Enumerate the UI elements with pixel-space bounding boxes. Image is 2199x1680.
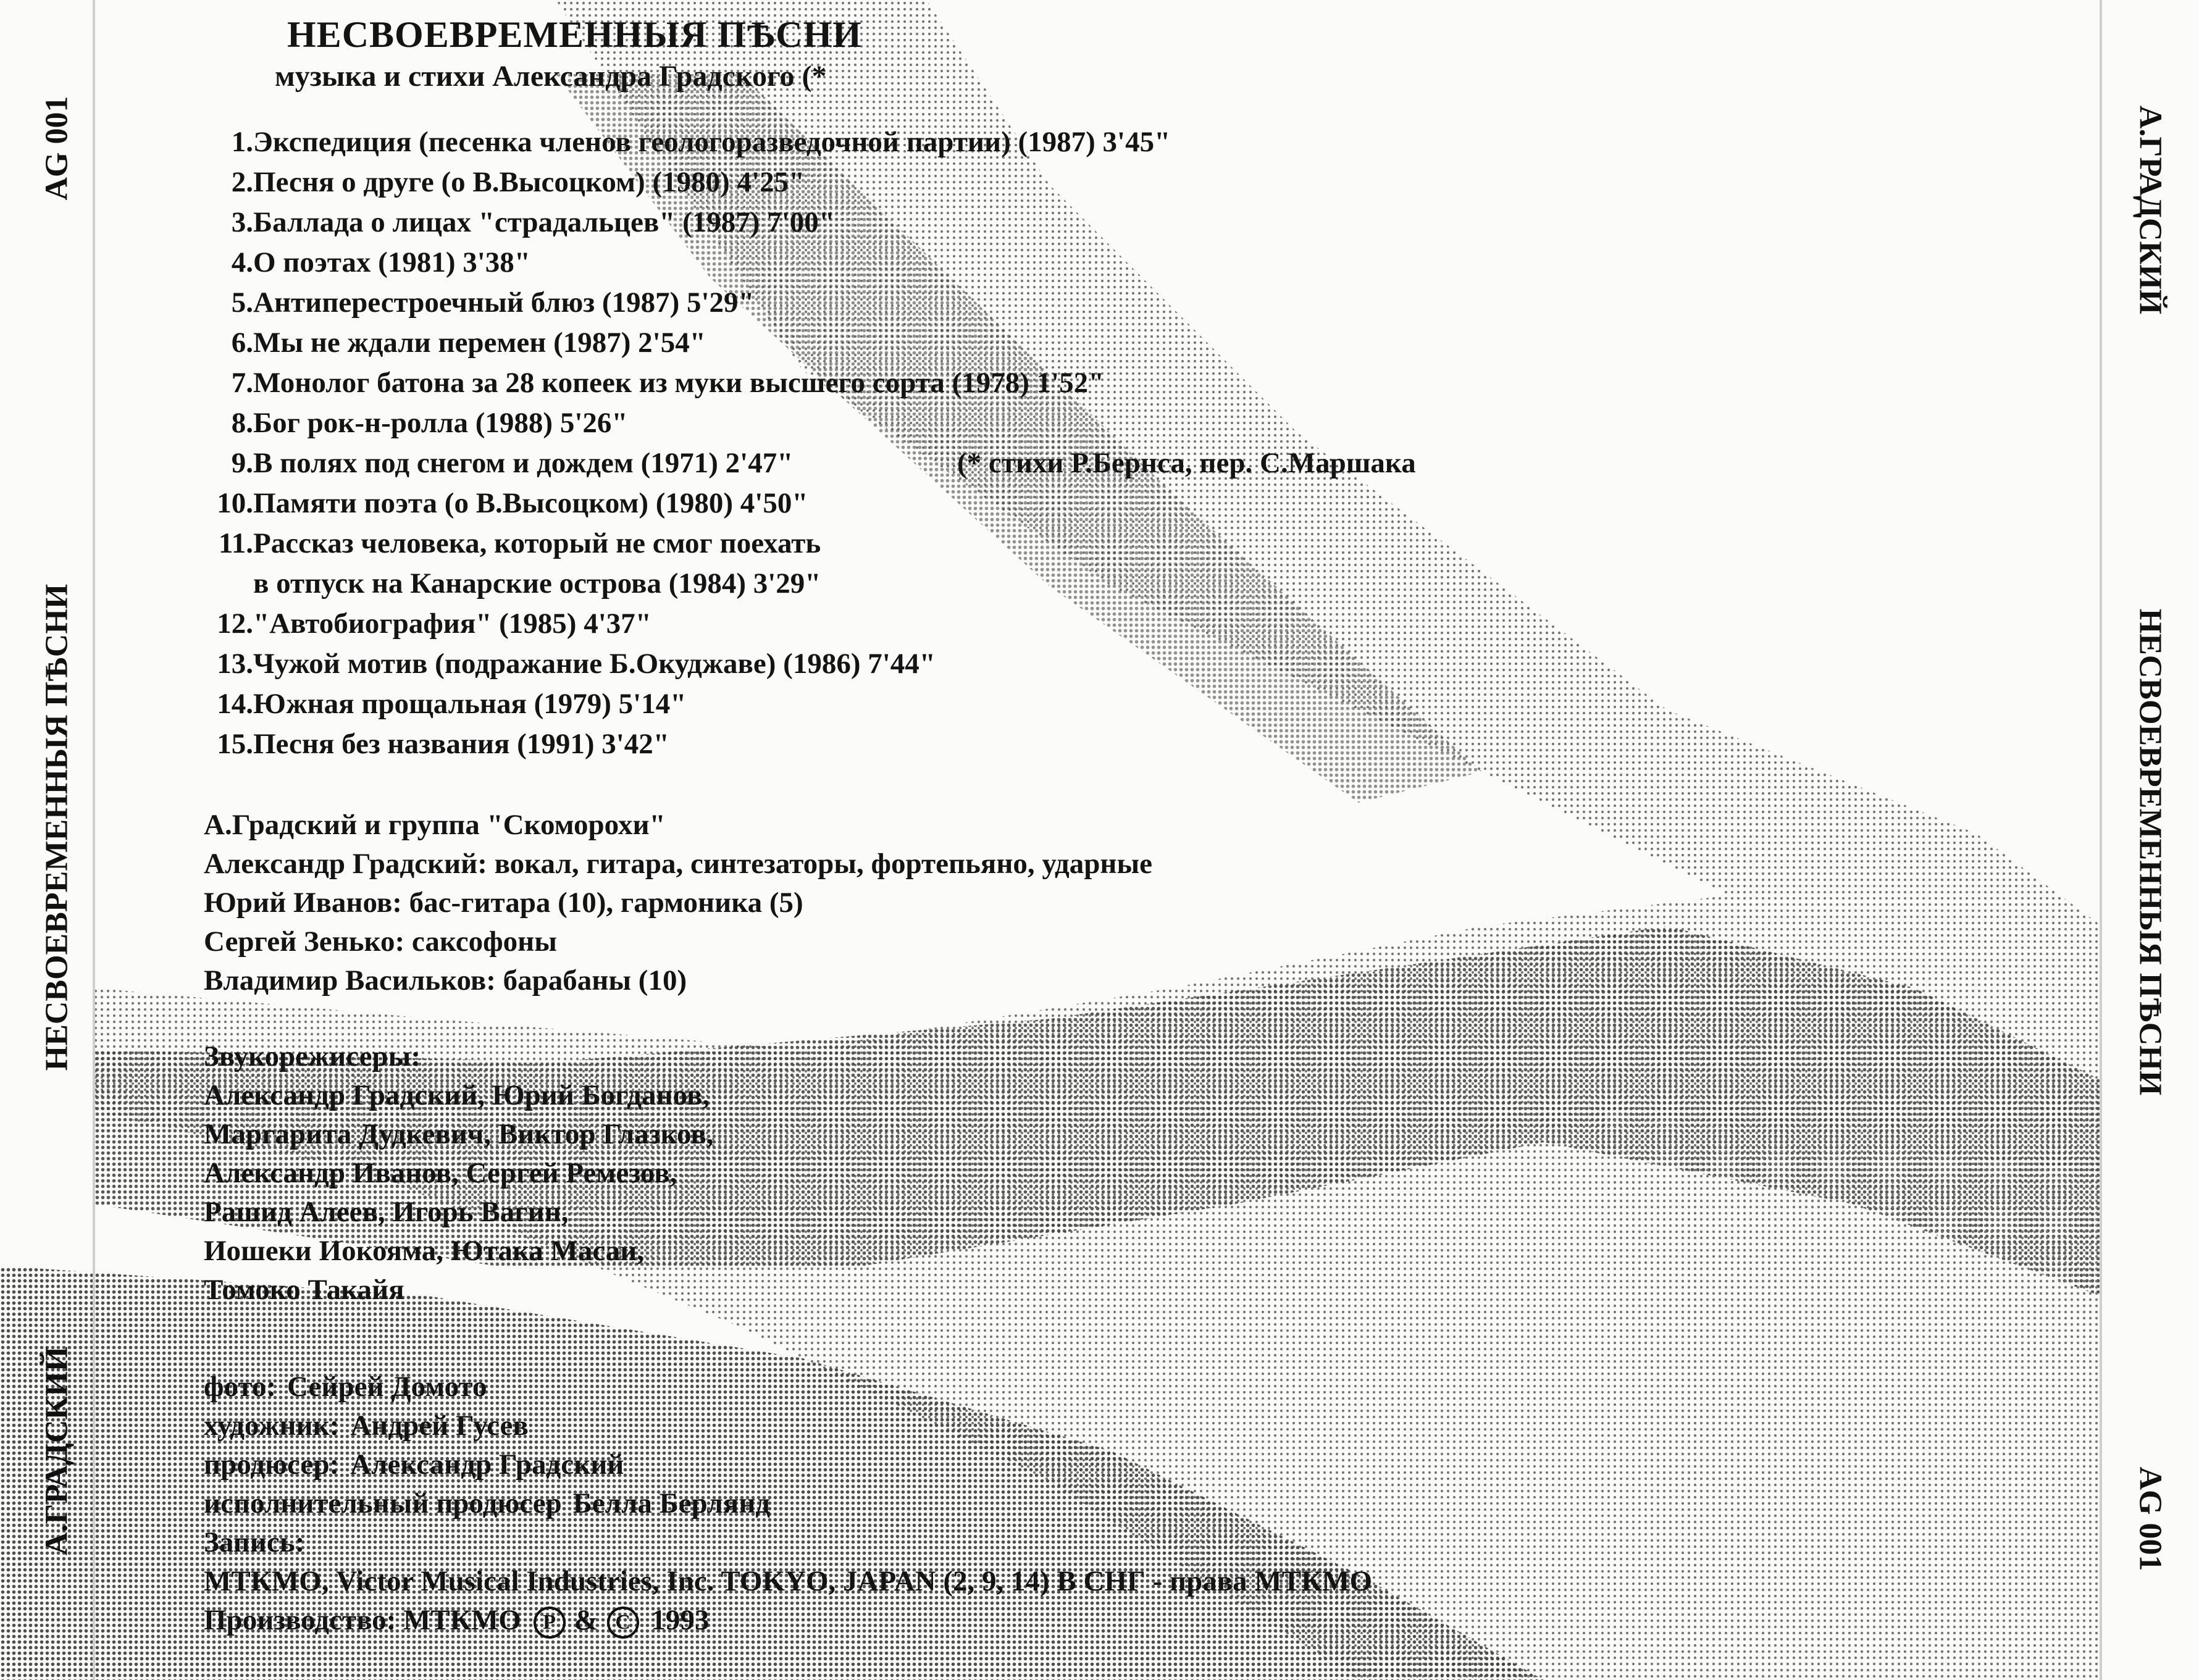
credit-photo bbox=[204, 1368, 1871, 1406]
track-title: "Автобиография" (1985) 4'37" bbox=[253, 608, 651, 640]
track-row bbox=[198, 203, 1927, 243]
track-number: 4. bbox=[231, 246, 253, 278]
spine-right-title: НЕСВОЕВРЕМЕННЫЯ ПѢСНИ bbox=[2132, 608, 2168, 1096]
band-member: Юрий Иванов: бас-гитара (10), гармоника (5) bbox=[204, 887, 803, 919]
phonogram-mark-icon: P bbox=[534, 1607, 566, 1639]
engineer-line: Томоко Такайя bbox=[204, 1274, 404, 1306]
production-line bbox=[204, 1601, 1871, 1640]
track-row bbox=[198, 644, 1927, 684]
track-number: 12. bbox=[217, 608, 253, 640]
recording-text: МТКМО, Victor Musical Industries, Inc. TOKYO, JAPAN (2, 9, 14) В СНГ - права МТКМО bbox=[204, 1565, 1373, 1597]
track-row bbox=[198, 162, 1927, 203]
track-row bbox=[198, 122, 1927, 162]
track-title: Песня без названия (1991) 3'42" bbox=[253, 728, 669, 760]
ampersand: & bbox=[574, 1604, 598, 1636]
track-number: 14. bbox=[217, 688, 253, 720]
credit-value: Сейрей Домото bbox=[287, 1371, 487, 1403]
album-subtitle: музыка и стихи Александра Градского (* bbox=[275, 60, 827, 93]
credit-executive-producer bbox=[204, 1484, 1871, 1523]
engineer-line: Иошеки Иокояма, Ютака Масаи, bbox=[204, 1235, 645, 1267]
recording-label: Запись: bbox=[204, 1526, 305, 1558]
track-number: 3. bbox=[231, 206, 253, 238]
track-number: 13. bbox=[217, 648, 253, 680]
track-row bbox=[198, 604, 1927, 644]
production-year: 1993 bbox=[651, 1604, 710, 1636]
credit-artist bbox=[204, 1406, 1871, 1445]
credit-producer bbox=[204, 1445, 1871, 1484]
engineer-line: Александр Иванов, Сергей Ремезов, bbox=[204, 1157, 677, 1189]
track-title: Мы не ждали перемен (1987) 2'54" bbox=[253, 327, 706, 359]
band-member: Александр Градский: вокал, гитара, синтезаторы, фортепьяно, ударные bbox=[204, 848, 1153, 880]
album-title: НЕСВОЕВРЕМЕННЫЯ ПѢСНИ bbox=[287, 14, 862, 55]
track-title: Южная прощальная (1979) 5'14" bbox=[253, 688, 687, 720]
track-number: 5. bbox=[231, 286, 253, 319]
spine-right bbox=[2102, 0, 2195, 1680]
band-heading: А.Градский и группа "Скоморохи" bbox=[204, 809, 666, 841]
track-title: Бог рок-н-ролла (1988) 5'26" bbox=[253, 407, 628, 439]
track-number: 11. bbox=[218, 527, 253, 559]
engineer-credits bbox=[204, 1037, 1871, 1310]
track-number: 10. bbox=[217, 487, 253, 519]
track-row bbox=[198, 403, 1927, 443]
track-row bbox=[198, 443, 1927, 483]
track-title: Баллада о лицах "страдальцев" (1987) 7'00" bbox=[253, 206, 835, 238]
spine-left bbox=[0, 0, 93, 1680]
track-title: Рассказ человека, который не смог поехать bbox=[253, 527, 821, 559]
credit-value: Белла Берлянд bbox=[572, 1487, 771, 1519]
track-number: 7. bbox=[231, 367, 253, 399]
engineer-line: Рашид Алеев, Игорь Вагин, bbox=[204, 1196, 569, 1228]
spine-left-artist: А.ГРАДСКИЙ bbox=[39, 1346, 75, 1556]
track-note: (* стихи Р.Бернса, пер. С.Маршака bbox=[957, 447, 1416, 479]
track-number: 1. bbox=[231, 126, 253, 158]
credit-label: продюсер: bbox=[204, 1448, 340, 1481]
fold-line-left bbox=[93, 0, 95, 1680]
track-title: Памяти поэта (о В.Высоцком) (1980) 4'50" bbox=[253, 487, 808, 519]
credit-value: Андрей Гусев bbox=[350, 1410, 529, 1442]
track-row bbox=[198, 283, 1927, 323]
track-title: Монолог батона за 28 копеек из муки высшего сорта (1978) 1'52" bbox=[253, 367, 1105, 399]
track-title: Чужой мотив (подражание Б.Окуджаве) (1986) 7'44" bbox=[253, 648, 936, 680]
production-credits bbox=[204, 1368, 1871, 1640]
spine-right-artist: А.ГРАДСКИЙ bbox=[2132, 105, 2168, 315]
track-number: 6. bbox=[231, 327, 253, 359]
track-title-continuation: в отпуск на Канарские острова (1984) 3'29" bbox=[253, 567, 821, 600]
track-number: 2. bbox=[231, 166, 253, 198]
spine-left-code: AG 001 bbox=[39, 96, 75, 201]
track-title: Песня о друге (о В.Высоцком) (1980) 4'25" bbox=[253, 166, 805, 198]
track-list bbox=[198, 122, 1927, 764]
track-number: 8. bbox=[231, 407, 253, 439]
copyright-mark-icon: C bbox=[607, 1607, 639, 1639]
track-number: 15. bbox=[217, 728, 253, 760]
credit-label: фото: bbox=[204, 1371, 277, 1403]
track-title: В полях под снегом и дождем (1971) 2'47" bbox=[253, 447, 794, 479]
band-member: Владимир Васильков: барабаны (10) bbox=[204, 964, 687, 997]
band-credits bbox=[204, 806, 1871, 1000]
spine-right-code: AG 001 bbox=[2132, 1466, 2168, 1571]
track-row bbox=[198, 323, 1927, 363]
track-title: Экспедиция (песенка членов геологоразведочной партии) (1987) 3'45" bbox=[253, 126, 1171, 158]
band-member: Сергей Зенько: саксофоны bbox=[204, 926, 557, 958]
track-row bbox=[198, 724, 1927, 764]
engineer-line: Александр Градский, Юрий Богданов, bbox=[204, 1079, 710, 1111]
track-title: О поэтах (1981) 3'38" bbox=[253, 246, 530, 278]
spine-left-title: НЕСВОЕВРЕМЕННЫЯ ПѢСНИ bbox=[39, 583, 75, 1071]
track-title: Антиперестроечный блюз (1987) 5'29" bbox=[253, 286, 755, 319]
track-row bbox=[198, 524, 1927, 564]
credit-label: художник: bbox=[204, 1410, 340, 1442]
track-row bbox=[198, 483, 1927, 524]
track-row bbox=[198, 243, 1927, 283]
credit-value: Александр Градский bbox=[350, 1448, 624, 1481]
engineer-line: Маргарита Дудкевич, Виктор Глазков, bbox=[204, 1118, 714, 1150]
credit-label: исполнительный продюсер bbox=[204, 1487, 562, 1519]
engineers-heading: Звукорежисеры: bbox=[204, 1040, 421, 1072]
production-label: Производство: МТКМО bbox=[204, 1604, 521, 1636]
track-row bbox=[198, 363, 1927, 403]
track-number: 9. bbox=[231, 447, 253, 479]
track-row bbox=[198, 684, 1927, 724]
